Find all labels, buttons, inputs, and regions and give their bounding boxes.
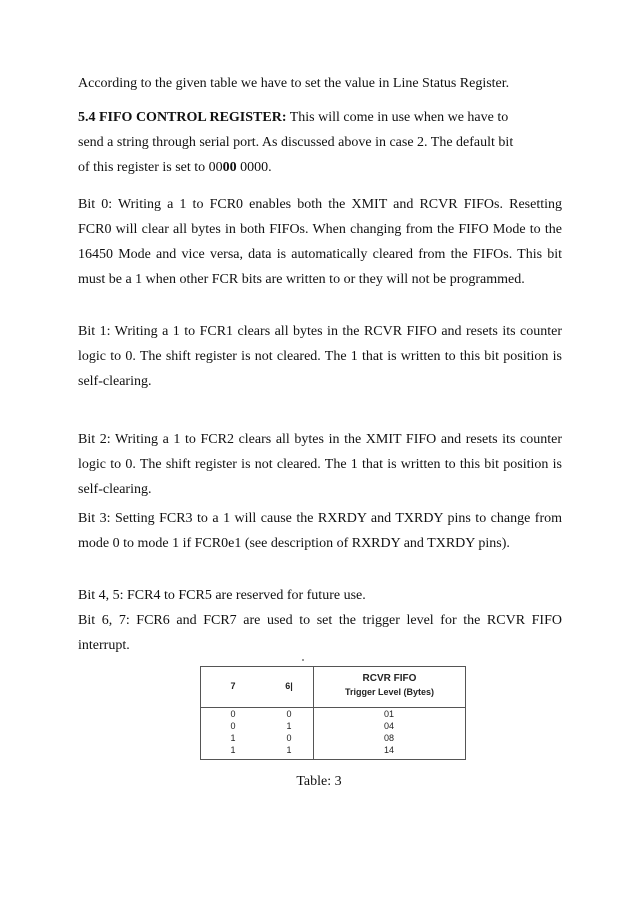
table-cell-r1-b7: 0 [230, 709, 236, 719]
table-cell-r3-b6: 0 [286, 733, 292, 743]
section-paragraph [78, 105, 562, 180]
section-line1: This will come in use when we have to [286, 110, 509, 125]
bit0-paragraph: Bit 0: Writing a 1 to FCR0 enables both the XMIT and RCVR FIFOs. Resetting FCR0 will clear all bytes in both FIFOs. When changing from the FIFO Mode to the 16450 Mode and vice versa, data is automatically cleared from the FIFOs. This bit must be a 1 when other FCR bits are written to or they will not be programmed. [78, 197, 562, 287]
section-line2: send a string through serial port. As discussed above in case 2. The default bit [78, 135, 514, 150]
table-cell-r4-level: 14 [383, 745, 394, 755]
table-cell-r2-b7: 0 [230, 721, 236, 731]
section-line3-post: 0000. [236, 160, 272, 175]
bit1-paragraph: Bit 1: Writing a 1 to FCR1 clears all bytes in the RCVR FIFO and resets its counter logic to 0. The shift register is not cleared. The 1 that is written to this bit position is self-clearing. [78, 324, 562, 389]
section-heading: 5.4 FIFO CONTROL REGISTER: [78, 110, 287, 125]
bit45-paragraph: Bit 4, 5: FCR4 to FCR5 are reserved for future use. [78, 588, 366, 603]
table-cell-r1-level: 01 [383, 709, 394, 719]
section-line3-pre: of this register is set to 00 [78, 160, 223, 175]
stray-dot [302, 659, 304, 661]
table-cell-r2-level: 04 [383, 721, 394, 731]
bit2-paragraph: Bit 2: Writing a 1 to FCR2 clears all bytes in the XMIT FIFO and resets its counter logic to 0. The shift register is not cleared. The 1 that is written to this bit position is self-clearing. [78, 432, 562, 497]
table-cell-r1-b6: 0 [286, 709, 292, 719]
header-bit6: 6| [285, 681, 293, 691]
table-cell-r4-b7: 1 [230, 745, 236, 755]
table-cell-r2-b6: 1 [286, 721, 292, 731]
trigger-level-table [200, 666, 466, 760]
bit67-paragraph: Bit 6, 7: FCR6 and FCR7 are used to set the trigger level for the RCVR FIFO interrupt. [78, 613, 562, 653]
header-fifo-line1: RCVR FIFO [362, 673, 417, 684]
table-cell-r3-b7: 1 [230, 733, 236, 743]
table-cell-r3-level: 08 [383, 733, 394, 743]
header-bit7: 7 [230, 681, 236, 691]
table-caption: Table: 3 [296, 774, 342, 789]
intro-paragraph: According to the given table we have to set the value in Line Status Register. [78, 76, 510, 91]
section-line3-bold: 00 [222, 160, 237, 175]
header-fifo-line2: Trigger Level (Bytes) [344, 687, 435, 697]
bit3-paragraph: Bit 3: Setting FCR3 to a 1 will cause the RXRDY and TXRDY pins to change from mode 0 to mode 1 if FCR0e1 (see description of RXRDY and TXRDY pins). [78, 511, 562, 551]
table-cell-r4-b6: 1 [286, 745, 292, 755]
